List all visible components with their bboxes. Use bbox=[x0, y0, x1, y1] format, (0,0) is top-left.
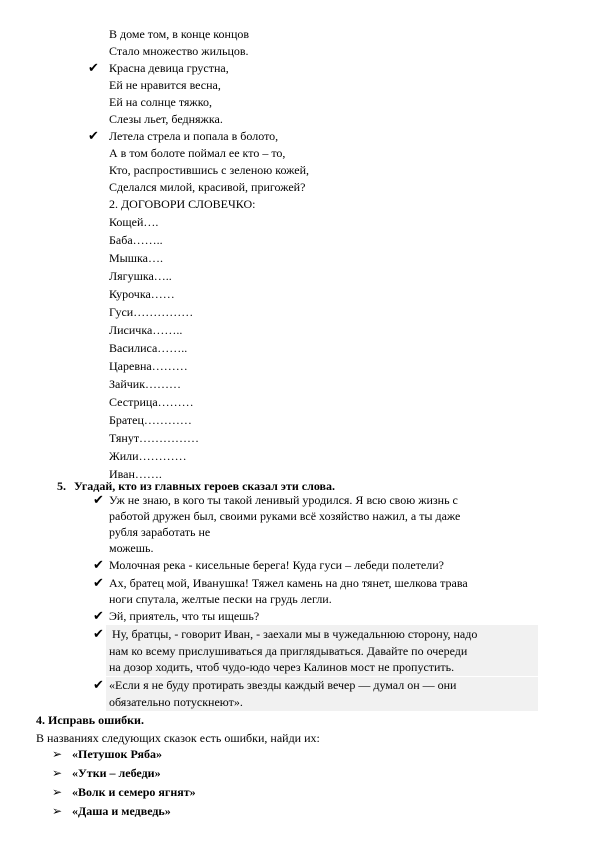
poem-line: Стало множество жильцов. bbox=[109, 44, 249, 58]
section-number: 5. bbox=[57, 479, 66, 493]
arrow-icon: ➢ bbox=[52, 804, 63, 818]
list-item: Братец………… bbox=[109, 413, 192, 427]
list-item: Царевна……… bbox=[109, 359, 188, 373]
list-item: Лягушка….. bbox=[109, 269, 172, 283]
list-item: Курочка…… bbox=[109, 287, 175, 301]
quote-line: Ах, братец мой, Иванушка! Тяжел камень на дно тянет, шелкова трава bbox=[109, 576, 468, 590]
list-item: Сестрица……… bbox=[109, 395, 194, 409]
quote-line: работой дружен был, своими руками всё хозяйство нажил, а ты даже bbox=[109, 509, 461, 523]
list-item: «Утки – лебеди» bbox=[72, 766, 161, 780]
arrow-icon: ➢ bbox=[52, 785, 63, 799]
section-heading: 2. ДОГОВОРИ СЛОВЕЧКО: bbox=[109, 197, 256, 211]
poem-line: Кто, распростившись с зеленою кожей, bbox=[109, 163, 310, 177]
section-heading: 4. Исправь ошибки. bbox=[36, 713, 144, 727]
quote-line: можешь. bbox=[109, 541, 154, 555]
poem-line: Слезы льет, бедняжка. bbox=[109, 112, 223, 126]
quote-line: нам ко всему прислушиваться да приглядываться. Давайте по очереди bbox=[109, 644, 468, 658]
arrow-icon: ➢ bbox=[52, 766, 63, 780]
quote-line: Уж не знаю, в кого ты такой ленивый уродился. Я всю свою жизнь с bbox=[109, 493, 458, 507]
quote-line: «Если я не буду протирать звезды каждый вечер — думал он — они bbox=[109, 678, 457, 692]
list-item: Зайчик……… bbox=[109, 377, 182, 391]
quote-line: на дозор ходить, чтоб чудо-юдо через Калинов мост не пропустить. bbox=[109, 660, 455, 674]
poem-line: Ей не нравится весна, bbox=[109, 78, 221, 92]
poem-line: Ей на солнце тяжко, bbox=[109, 95, 212, 109]
list-item: «Петушок Ряба» bbox=[72, 747, 162, 761]
section-intro: В названиях следующих сказок есть ошибки, найди их: bbox=[36, 731, 320, 745]
list-item: «Даша и медведь» bbox=[72, 804, 171, 818]
list-item: Кощей…. bbox=[109, 215, 159, 229]
list-item: Баба…….. bbox=[109, 233, 163, 247]
check-icon: ✔ bbox=[93, 677, 104, 692]
list-item: Тянут…………… bbox=[109, 431, 200, 445]
poem-line: А в том болоте поймал ее кто – то, bbox=[109, 146, 286, 160]
poem-line: Летела стрела и попала в болото, bbox=[109, 129, 279, 143]
check-icon: ✔ bbox=[93, 492, 104, 507]
list-item: Лисичка…….. bbox=[109, 323, 183, 337]
quote-line: Эй, приятель, что ты ищешь? bbox=[109, 609, 260, 623]
poem-line: В доме том, в конце концов bbox=[109, 27, 250, 41]
quote-line: обязательно потускнеют». bbox=[109, 695, 243, 709]
check-icon: ✔ bbox=[93, 557, 104, 572]
list-item: «Волк и семеро ягнят» bbox=[72, 785, 196, 799]
check-icon: ✔ bbox=[93, 608, 104, 623]
list-item: Иван……. bbox=[109, 467, 162, 481]
check-icon: ✔ bbox=[93, 626, 104, 641]
list-item: Василиса…….. bbox=[109, 341, 188, 355]
list-item: Мышка…. bbox=[109, 251, 163, 265]
poem-line: Красна девица грустна, bbox=[109, 61, 229, 75]
check-icon: ✔ bbox=[88, 60, 99, 75]
quote-line: Ну, братцы, - говорит Иван, - заехали мы в чужедальнюю сторону, надо bbox=[112, 627, 478, 641]
section-heading: Угадай, кто из главных героев сказал эти слова. bbox=[74, 479, 336, 493]
list-item: Гуси…………… bbox=[109, 305, 194, 319]
quote-line: Молочная река - кисельные берега! Куда гуси – лебеди полетели? bbox=[109, 558, 444, 572]
poem-line: Сделался милой, красивой, пригожей? bbox=[109, 180, 306, 194]
check-icon: ✔ bbox=[88, 128, 99, 143]
list-item: Жили………… bbox=[109, 449, 187, 463]
check-icon: ✔ bbox=[93, 575, 104, 590]
arrow-icon: ➢ bbox=[52, 747, 63, 761]
quote-line: ноги спутала, желтые пески на грудь легли. bbox=[109, 592, 332, 606]
quote-line: рубля заработать не bbox=[109, 525, 211, 539]
